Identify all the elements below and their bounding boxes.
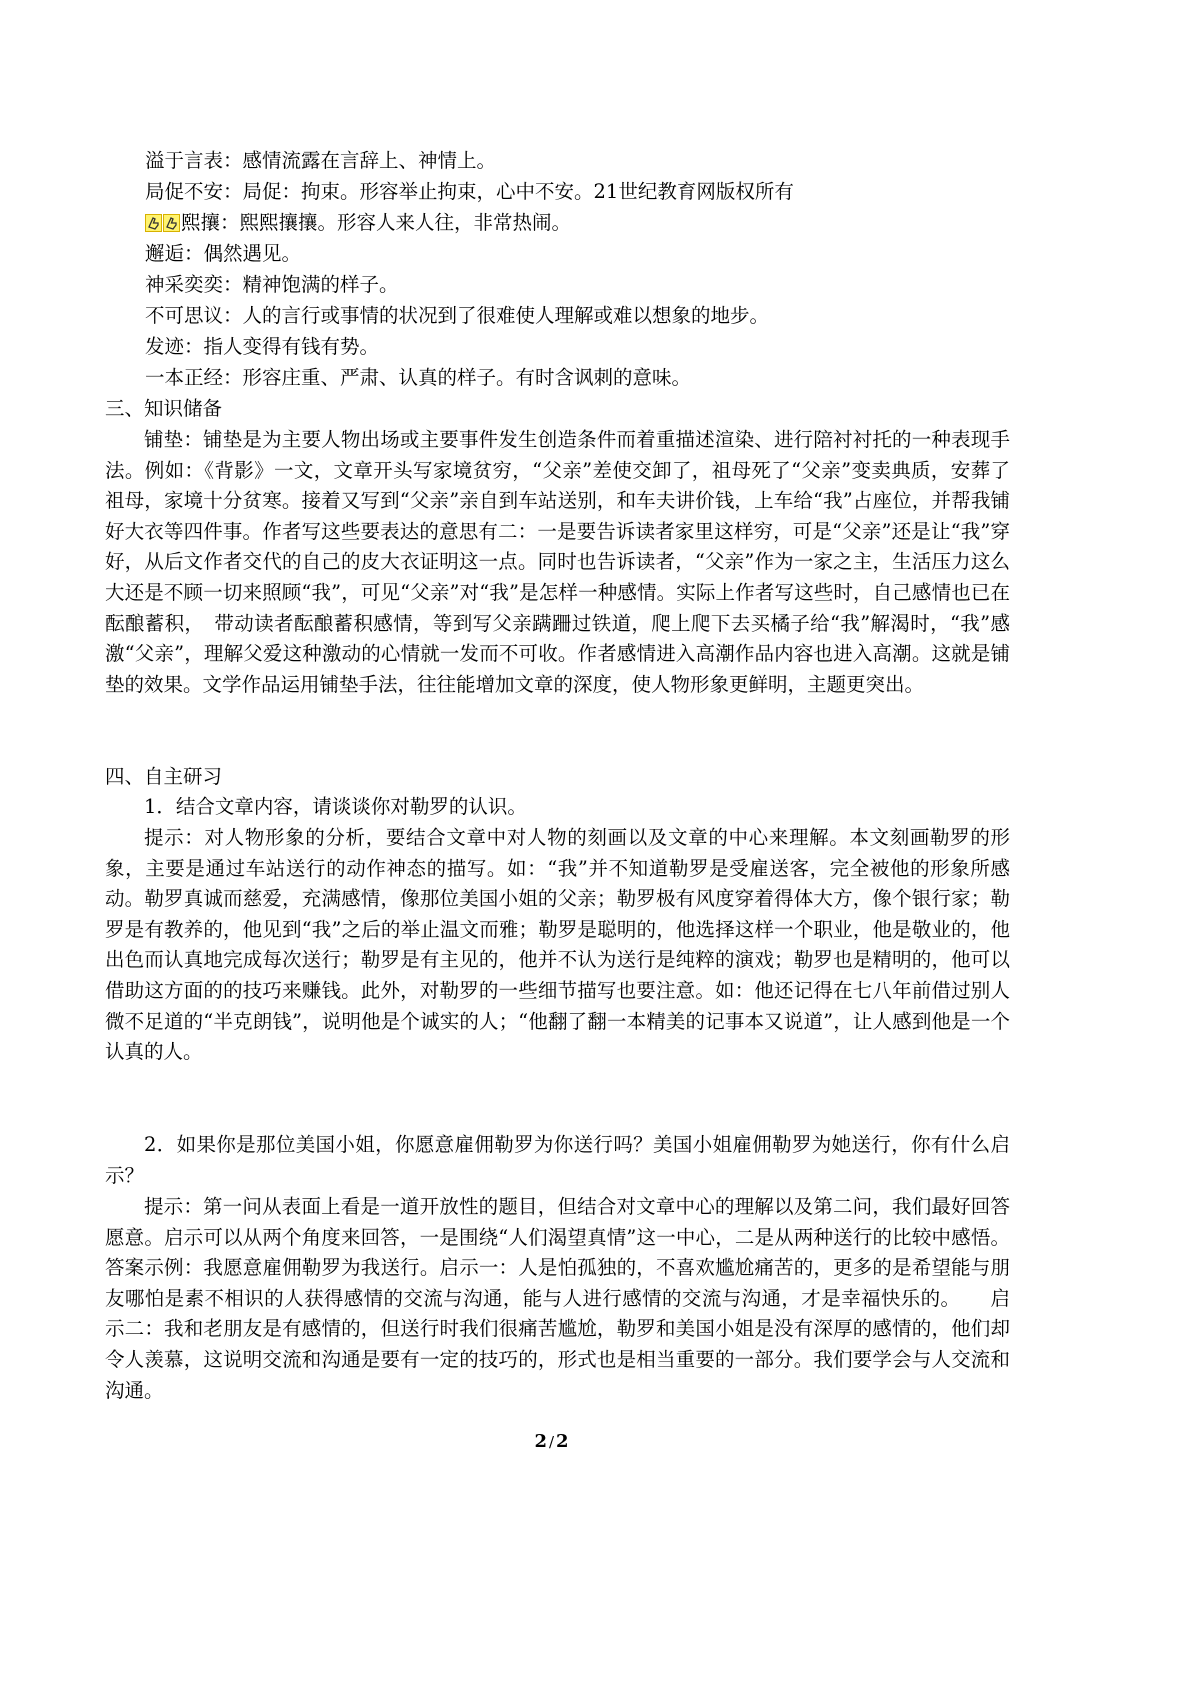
- page-number: [0, 1431, 1103, 1452]
- answer-paragraph: 提示：对人物形象的分析，要结合文章中对人物的刻画以及文章的中心来理解。本文刻画勒罗的形象，主要是通过车站送行的动作神态的描写。如：“我”并不知道勒罗是受雇送客，完全被他的形象所感动。勒罗真诚而慈爱，充满感情，像那位美国小姐的父亲；勒罗极有风度穿着得体大方，像个银行家；勒罗是有教养的，他见到“我”之后的举止温文而雅；勒罗是聪明的，他选择这样一个职业，他是敬业的，他出色而认真地完成每次送行；勒罗是有主见的，他并不认为送行是纯粹的演戏；勒罗也是精明的，他可以借助这方面的的技巧来赚钱。此外，对勒罗的一些细节描写也要注意。如：他还记得在七八年前借过别人微不足道的“半克朗钱”，说明他是个诚实的人；“他翻了翻一本精美的记事本又说道”，让人感到他是一个认真的人。: [105, 826, 1010, 1064]
- question: 2．如果你是那位美国小姐，你愿意雇佣勒罗为你送行吗？美国小姐雇佣勒罗为她送行，你有什么启示？: [105, 1133, 1010, 1187]
- vocab-line-with-marker: [145, 212, 1009, 234]
- page-separator: /: [548, 1433, 555, 1451]
- total-pages: 2: [556, 1431, 569, 1452]
- vocab-line: 溢于言表：感情流露在言辞上、神情上。: [145, 149, 497, 172]
- vocab-line: 发迹：指人变得有钱有势。: [145, 335, 380, 358]
- vocab-line: 不可思议：人的言行或事情的状况到了很难使人理解或难以想象的地步。: [145, 304, 770, 327]
- section-heading: 四、自主研习: [105, 765, 223, 788]
- section-heading: 三、知识储备: [105, 397, 223, 420]
- current-page: 2: [534, 1431, 547, 1452]
- hand-point-icon: [145, 214, 162, 232]
- vocab-line: 局促不安：局促：拘束。形容举止拘束，心中不安。21世纪教育网版权所有: [145, 180, 794, 203]
- vocab-line: 邂逅：偶然遇见。: [145, 242, 302, 265]
- hand-point-icon: [163, 214, 180, 232]
- answer-paragraph: 提示：第一问从表面上看是一道开放性的题目，但结合对文章中心的理解以及第二问，我们最好回答愿意。启示可以从两个角度来回答，一是围绕“人们渴望真情”这一中心，二是从两种送行的比较中感悟。答案示例：我愿意雇佣勒罗为我送行。启示一：人是怕孤独的，不喜欢尴尬痛苦的，更多的是希望能与朋友哪怕是素不相识的人获得感情的交流与沟通，能与人进行感情的交流与沟通，才是幸福快乐的。 启示二：我和老朋友是有感情的，但送行时我们很痛苦尴尬，勒罗和美国小姐是没有深厚的感情的，他们却令人羡慕，这说明交流和沟通是要有一定的技巧的，形式也是相当重要的一部分。我们要学会与人交流和沟通。: [105, 1195, 1010, 1402]
- question: 1．结合文章内容，请谈谈你对勒罗的认识。: [144, 795, 527, 818]
- vocab-text: 熙攘：熙熙攘攘。形容人来人往，非常热闹。: [181, 211, 572, 234]
- paragraph: 铺垫：铺垫是为主要人物出场或主要事件发生创造条件而着重描述渲染、进行陪衬衬托的一种表现手法。例如：《背影》一文，文章开头写家境贫穷，“父亲”差使交卸了，祖母死了“父亲”变卖典质，安葬了祖母，家境十分贫寒。接着又写到“父亲”亲自到车站送别，和车夫讲价钱，上车给“我”占座位，并帮我铺好大衣等四件事。作者写这些要表达的意思有二：一是要告诉读者家里这样穷，可是“父亲”还是让“我”穿好，从后文作者交代的自己的皮大衣证明这一点。同时也告诉读者，“父亲”作为一家之主，生活压力这么大还是不顾一切来照顾“我”，可见“父亲”对“我”是怎样一种感情。实际上作者写这些时，自己感情也已在酝酿蓄积， 带动读者酝酿蓄积感情，等到写父亲蹒跚过铁道，爬上爬下去买橘子给“我”解渴时，“我”感激“父亲”，理解父爱这种激动的心情就一发而不可收。作者感情进入高潮作品内容也进入高潮。这就是铺垫的效果。文学作品运用铺垫手法，往往能增加文章的深度，使人物形象更鲜明，主题更突出。: [105, 428, 1010, 696]
- vocab-line: 神采奕奕：精神饱满的样子。: [145, 273, 399, 296]
- vocab-line: 一本正经：形容庄重、严肃、认真的样子。有时含讽刺的意味。: [145, 366, 692, 389]
